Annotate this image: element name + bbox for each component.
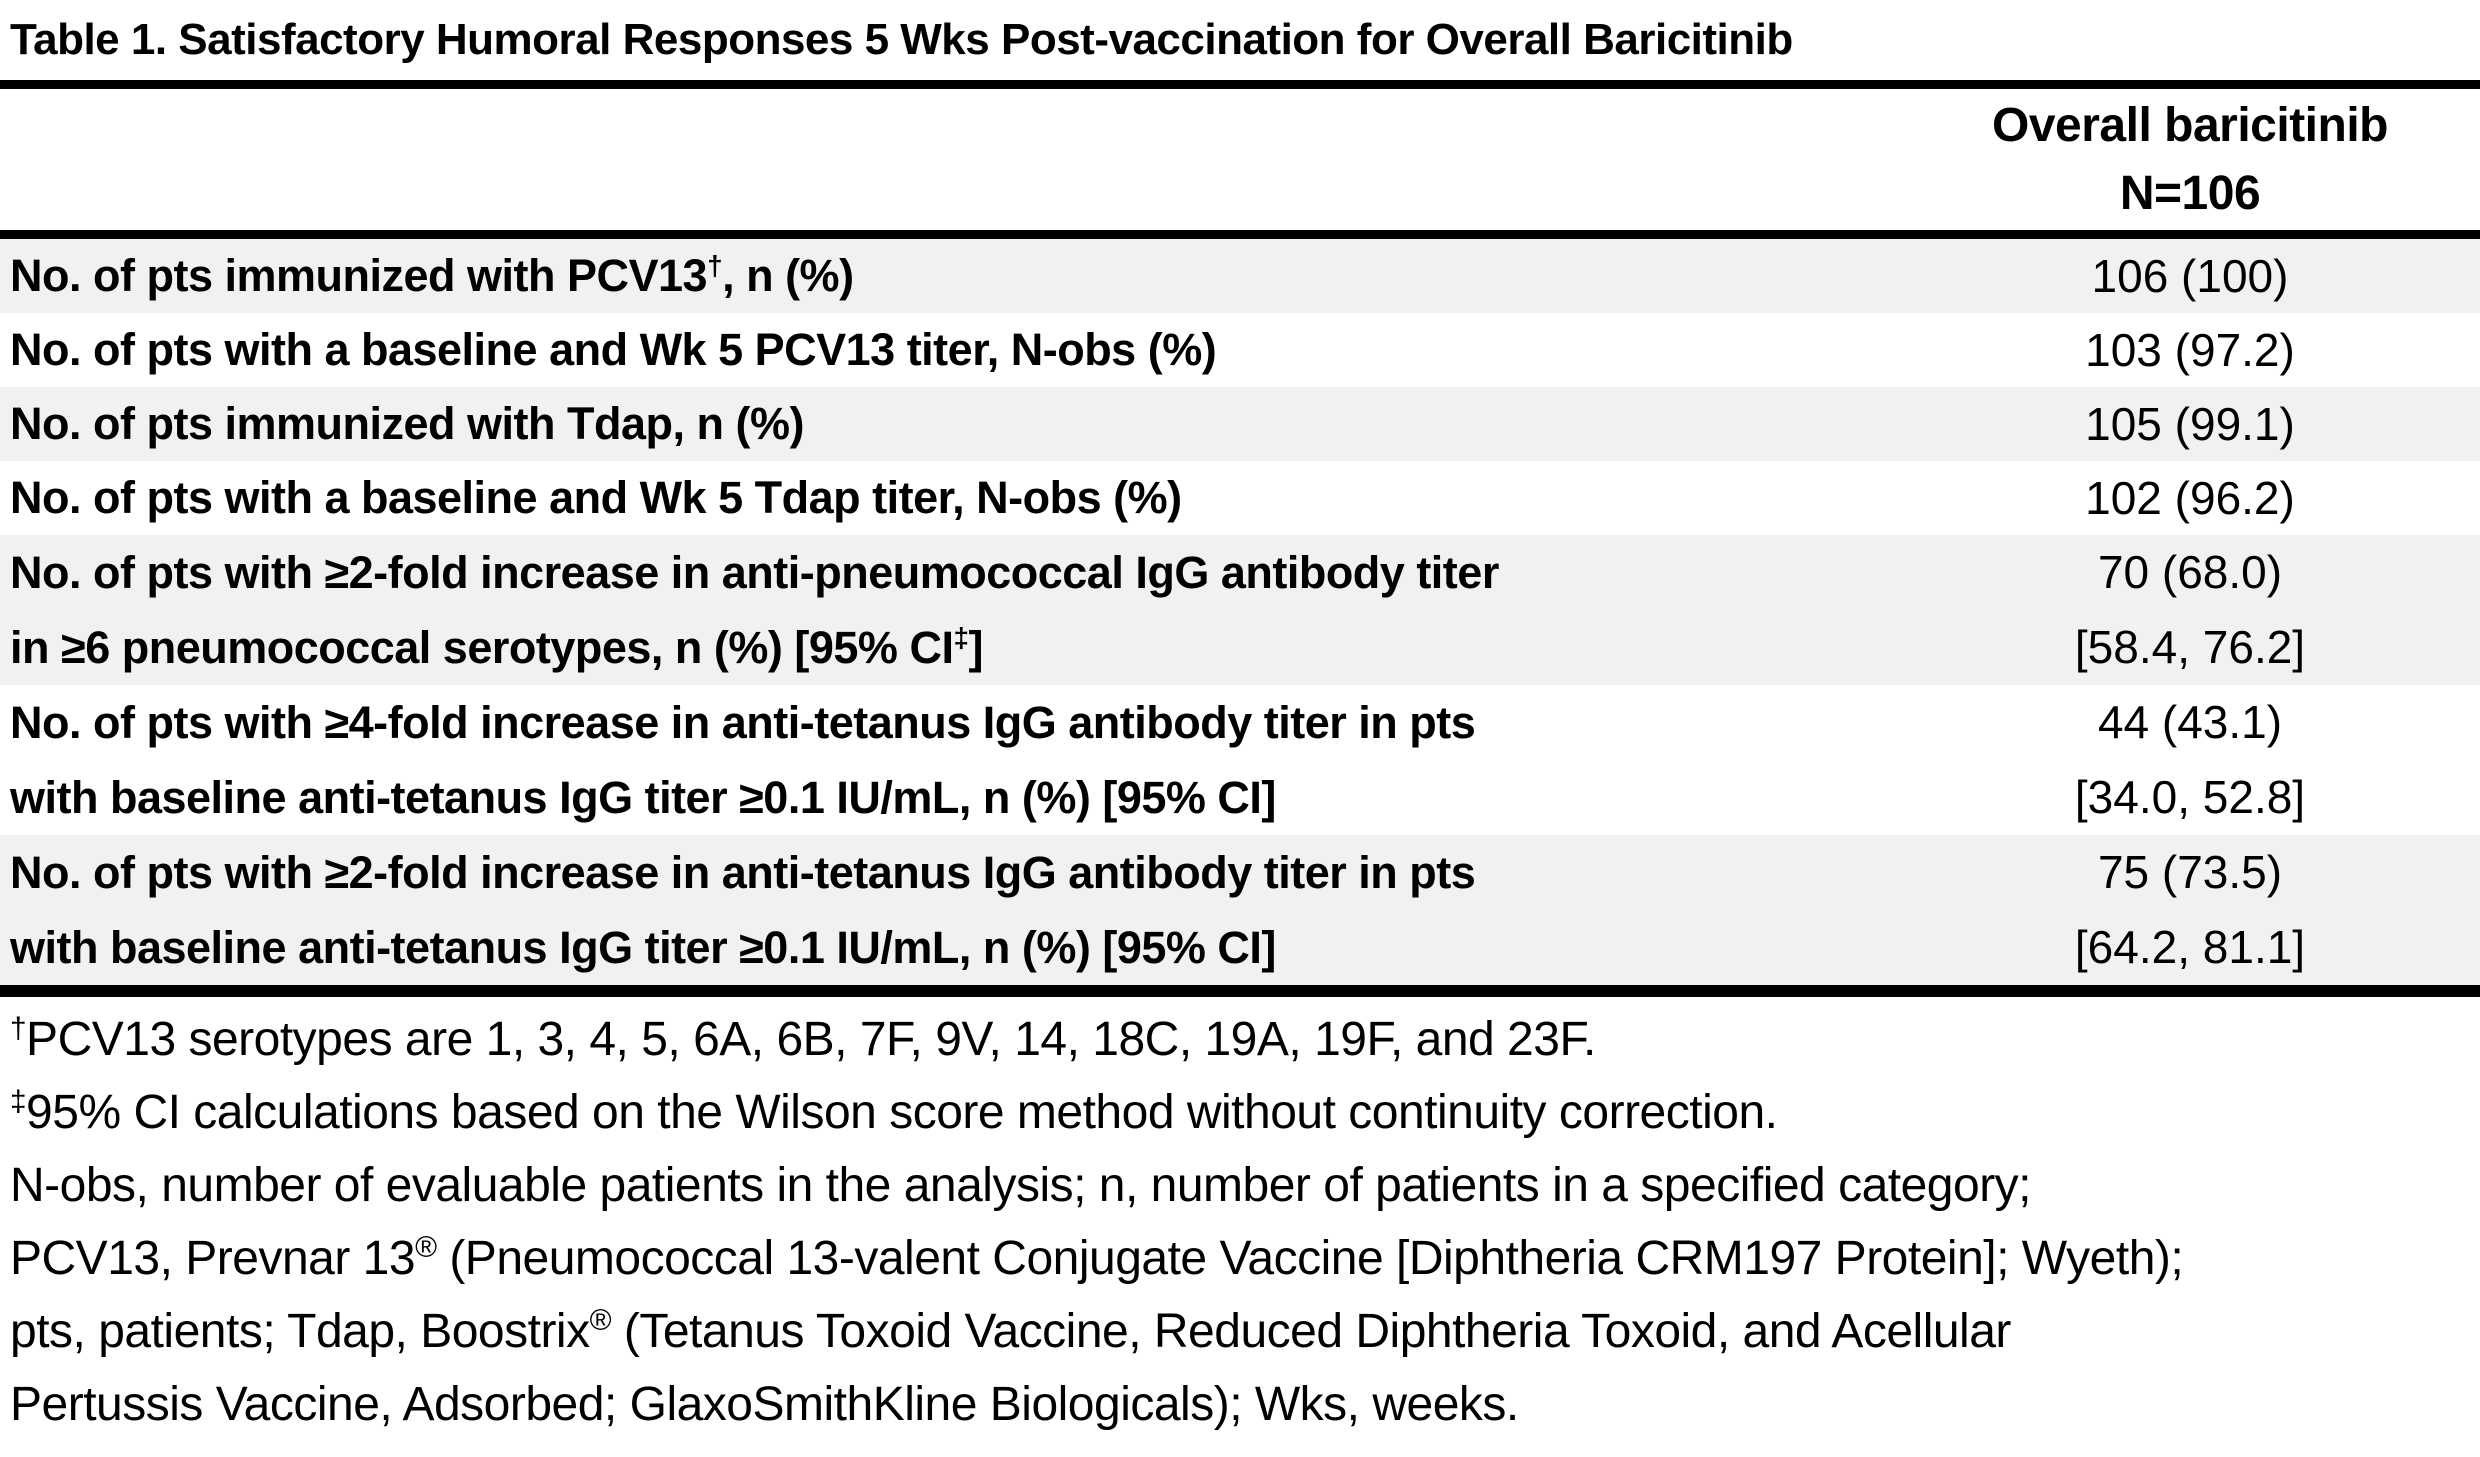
registered-trademark-symbol: ® — [415, 1231, 437, 1264]
row-value: 70 (68.0) — [2097, 546, 2283, 598]
row-value-ci: [64.2, 81.1] — [2074, 921, 2306, 973]
row-label-text: No. of pts with a baseline and Wk 5 PCV13 titer, N-obs (%) — [10, 324, 1217, 375]
row-label-line1 — [10, 535, 1900, 610]
footnote-text: (Pneumococcal 13-valent Conjugate Vaccine [Diphtheria CRM197 Protein]; Wyeth); — [436, 1232, 2184, 1285]
table-row — [0, 239, 2480, 313]
header-rule — [0, 230, 2480, 239]
row-label-line2 — [10, 760, 1900, 835]
row-value-ci: [58.4, 76.2] — [2074, 621, 2306, 673]
table-row — [0, 835, 2480, 985]
footnotes — [0, 997, 2480, 1441]
row-value-cell — [1900, 685, 2480, 835]
row-value: 75 (73.5) — [2097, 846, 2283, 898]
row-label-cell — [0, 313, 1900, 387]
row-label-line2 — [10, 910, 1900, 985]
row-label-line2 — [10, 610, 1900, 685]
row-label-line1 — [10, 835, 1900, 910]
table-row — [0, 535, 2480, 685]
footnote-line — [10, 1076, 2470, 1149]
row-label-text: No. of pts immunized with PCV13 — [10, 250, 708, 301]
row-label-cell — [0, 535, 1900, 685]
footnote-line — [10, 1368, 2470, 1441]
row-label-text: No. of pts immunized with Tdap, n (%) — [10, 398, 804, 449]
row-label-text: with baseline anti-tetanus IgG titer ≥0.1 IU/mL, n (%) [95% CI] — [10, 922, 1276, 973]
dagger-superscript: † — [10, 1012, 27, 1045]
footnote-line — [10, 1295, 2470, 1368]
row-value-ci: [34.0, 52.8] — [2074, 771, 2306, 823]
registered-trademark-symbol: ® — [589, 1304, 612, 1337]
column-header-group-label: Overall baricitinib — [1992, 98, 2388, 152]
row-label-text: with baseline anti-tetanus IgG titer ≥0.1 IU/mL, n (%) [95% CI] — [10, 772, 1276, 823]
header-row — [0, 89, 2480, 230]
table-title: Table 1. Satisfactory Humoral Responses 5 Wks Post-vaccination for Overall Baricitinib — [10, 15, 1793, 64]
footnote-text: Pertussis Vaccine, Adsorbed; GlaxoSmithKline Biologicals); Wks, weeks. — [10, 1378, 1519, 1431]
footnote-text: 95% CI calculations based on the Wilson score method without continuity correction. — [26, 1086, 1778, 1139]
row-value: 105 (99.1) — [2085, 398, 2295, 450]
column-header-n-label: N=106 — [2119, 166, 2261, 220]
bottom-rule — [0, 985, 2480, 997]
row-label-text: No. of pts with ≥4-fold increase in anti-tetanus IgG antibody titer in pts — [10, 697, 1476, 748]
row-label-cell — [0, 685, 1900, 835]
top-rule — [0, 80, 2480, 89]
row-label-cell — [0, 461, 1900, 535]
row-label-text: , n (%) — [722, 250, 854, 301]
row-label-text: in ≥6 pneumococcal serotypes, n (%) [95% CI — [10, 622, 954, 673]
column-header — [1900, 89, 2480, 230]
footnote-line — [10, 1149, 2470, 1222]
row-label-text: No. of pts with ≥2-fold increase in anti-tetanus IgG antibody titer in pts — [10, 847, 1476, 898]
footnote-text: N-obs, number of evaluable patients in the analysis; n, number of patients in a specified category; — [10, 1159, 2032, 1212]
footnote-text: pts, patients; Tdap, Boostrix — [10, 1305, 590, 1358]
footnote-text: PCV13, Prevnar 13 — [10, 1232, 416, 1285]
row-label-text: No. of pts with a baseline and Wk 5 Tdap titer, N-obs (%) — [10, 472, 1182, 523]
header-empty-cell — [0, 89, 1900, 230]
row-label-cell — [0, 387, 1900, 461]
row-label — [10, 239, 1900, 313]
row-value: 44 (43.1) — [2097, 696, 2283, 748]
row-label — [10, 387, 1900, 461]
row-label-text: ] — [968, 622, 983, 673]
footnote-line — [10, 1222, 2470, 1295]
row-label-line1 — [10, 685, 1900, 760]
footnote-line — [10, 1003, 2470, 1076]
footnote-text: (Tetanus Toxoid Vaccine, Reduced Diphtheria Toxoid, and Acellular — [611, 1305, 2011, 1358]
row-value-cell — [1900, 239, 2480, 313]
table-row — [0, 685, 2480, 835]
row-value-cell — [1900, 387, 2480, 461]
double-dagger-superscript: ‡ — [10, 1085, 27, 1118]
dagger-superscript: † — [707, 250, 723, 281]
row-value-cell — [1900, 835, 2480, 985]
footnote-text: PCV13 serotypes are 1, 3, 4, 5, 6A, 6B, 7F, 9V, 14, 18C, 19A, 19F, and 23F. — [26, 1013, 1596, 1066]
table-row — [0, 461, 2480, 535]
row-value: 102 (96.2) — [2085, 472, 2295, 524]
double-dagger-superscript: ‡ — [953, 622, 969, 653]
row-value-cell — [1900, 535, 2480, 685]
row-value: 106 (100) — [2091, 250, 2289, 302]
table-row — [0, 313, 2480, 387]
row-label — [10, 461, 1900, 535]
row-label-cell — [0, 835, 1900, 985]
row-value-cell — [1900, 461, 2480, 535]
row-label-text: No. of pts with ≥2-fold increase in anti-pneumococcal IgG antibody titer — [10, 547, 1499, 598]
row-label-cell — [0, 239, 1900, 313]
row-value: 103 (97.2) — [2085, 324, 2295, 376]
row-value-cell — [1900, 313, 2480, 387]
table-row — [0, 387, 2480, 461]
row-label — [10, 313, 1900, 387]
